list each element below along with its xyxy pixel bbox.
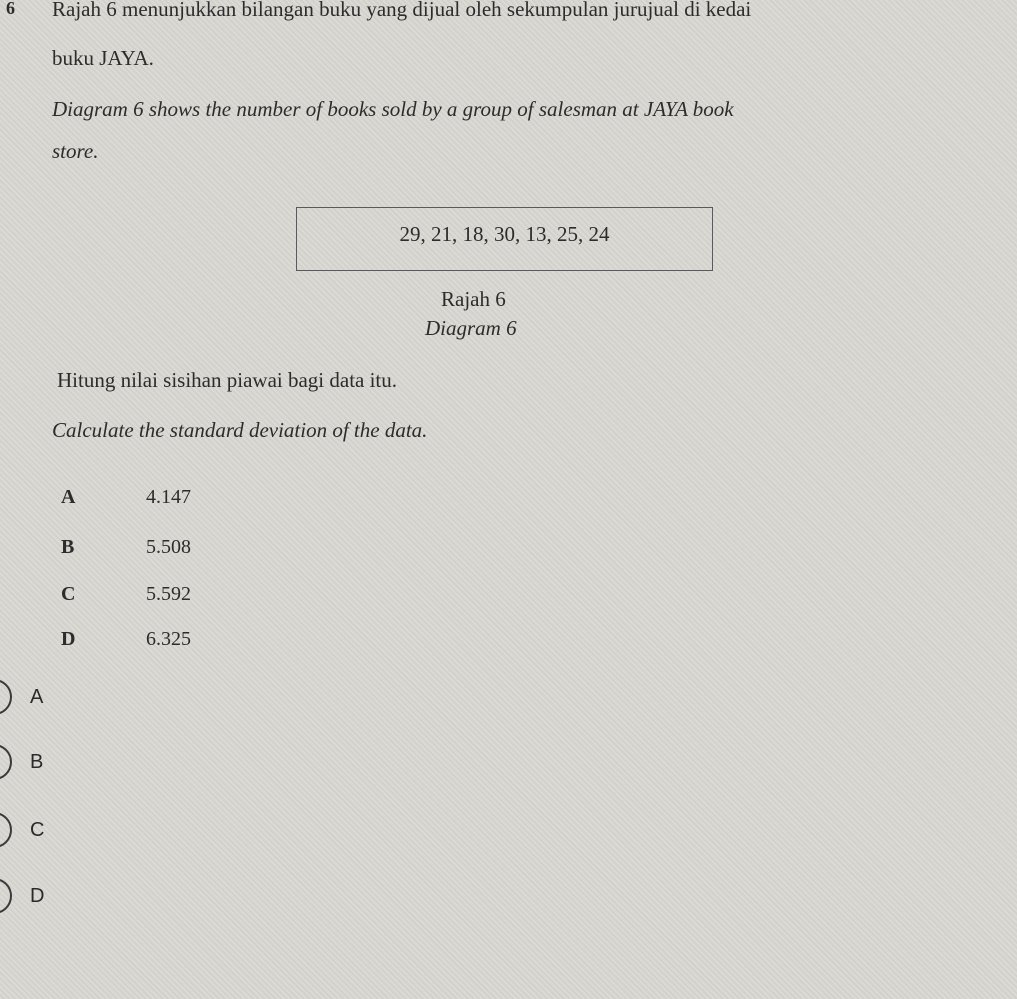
answer-choice-d[interactable]	[0, 876, 120, 916]
option-value: 4.147	[146, 486, 191, 508]
instruction-malay: Hitung nilai sisihan piawai bagi data itu.	[57, 368, 398, 392]
diagram-caption-malay: Rajah 6	[441, 287, 506, 311]
answer-label: D	[30, 885, 45, 907]
radio-button-icon[interactable]	[0, 812, 12, 848]
question-text-english-line1: Diagram 6 shows the number of books sold by a group of salesman at JAYA book	[52, 97, 734, 121]
answer-choice-c[interactable]	[0, 810, 120, 850]
instruction-english: Calculate the standard deviation of the data.	[52, 418, 428, 442]
radio-button-icon[interactable]	[0, 679, 12, 715]
answer-choice-a[interactable]	[0, 677, 120, 717]
option-letter: B	[61, 536, 75, 558]
answer-label: B	[30, 751, 44, 773]
radio-button-icon[interactable]	[0, 744, 12, 780]
question-text-malay-line1: Rajah 6 menunjukkan bilangan buku yang dijual oleh sekumpulan jurujual di kedai	[52, 0, 752, 21]
question-number: 6	[6, 0, 15, 18]
option-letter: D	[61, 628, 76, 650]
option-value: 5.592	[146, 583, 191, 605]
radio-button-icon[interactable]	[0, 878, 12, 914]
diagram-caption-english: Diagram 6	[425, 316, 517, 340]
option-letter: C	[61, 583, 76, 605]
answer-label: A	[30, 686, 44, 708]
answer-choice-b[interactable]	[0, 742, 120, 782]
answer-label: C	[30, 819, 45, 841]
option-value: 5.508	[146, 536, 191, 558]
question-text-english-line2: store.	[52, 139, 99, 163]
option-value: 6.325	[146, 628, 191, 650]
option-letter: A	[61, 486, 76, 508]
data-box	[296, 207, 713, 271]
data-values: 29, 21, 18, 30, 13, 25, 24	[399, 222, 610, 246]
question-text-malay-line2: buku JAYA.	[52, 46, 154, 70]
